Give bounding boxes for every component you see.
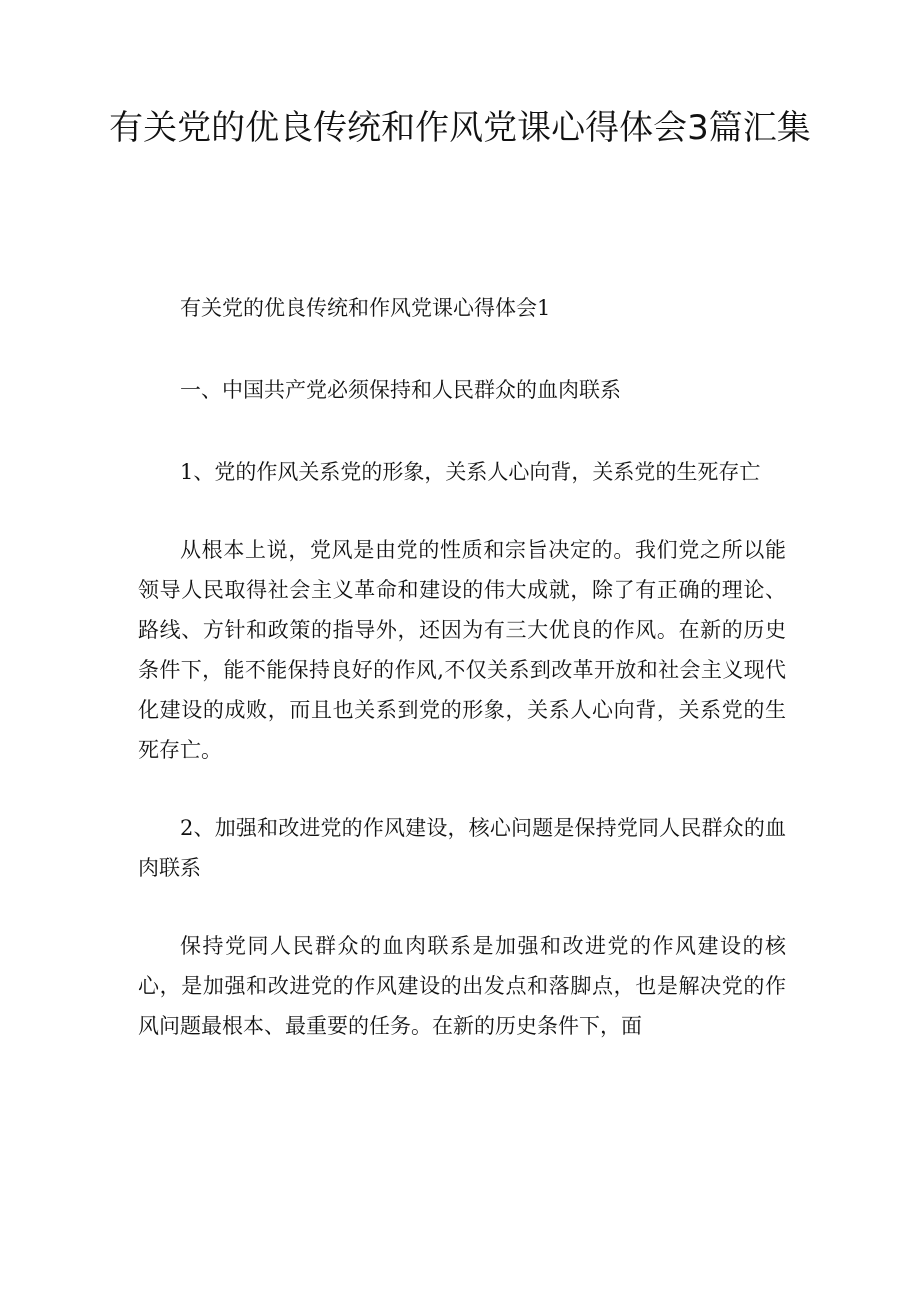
subheading-2: 2、加强和改进党的作风建设，核心问题是保持党同人民群众的血肉联系 — [138, 816, 786, 880]
document-body — [138, 288, 786, 1084]
document-title: 有关党的优良传统和作风党课心得体会3篇汇集 — [109, 108, 811, 148]
body-paragraph-1: 从根本上说，党风是由党的性质和宗旨决定的。我们党之所以能领导人民取得社会主义革命和建设的伟大成就，除了有正确的理论、路线、方针和政策的指导外，还因为有三大优良的作风。在新的历史条件下，能不能保持良好的作风,不仅关系到改革开放和社会主义现代化建设的成败，而且也关系到党的形象，关系人心向背，关系党的生死存亡。 — [138, 538, 786, 762]
section-heading: 有关党的优良传统和作风党课心得体会1 — [180, 296, 551, 320]
body-paragraph-2: 保持党同人民群众的血肉联系是加强和改进党的作风建设的核心，是加强和改进党的作风建设的出发点和落脚点，也是解决党的作风问题最根本、最重要的任务。在新的历史条件下，面 — [138, 934, 786, 1038]
subheading-1: 1、党的作风关系党的形象，关系人心向背，关系党的生死存亡 — [180, 460, 761, 484]
chapter-heading: 一、中国共产党必须保持和人民群众的血肉联系 — [180, 378, 621, 402]
